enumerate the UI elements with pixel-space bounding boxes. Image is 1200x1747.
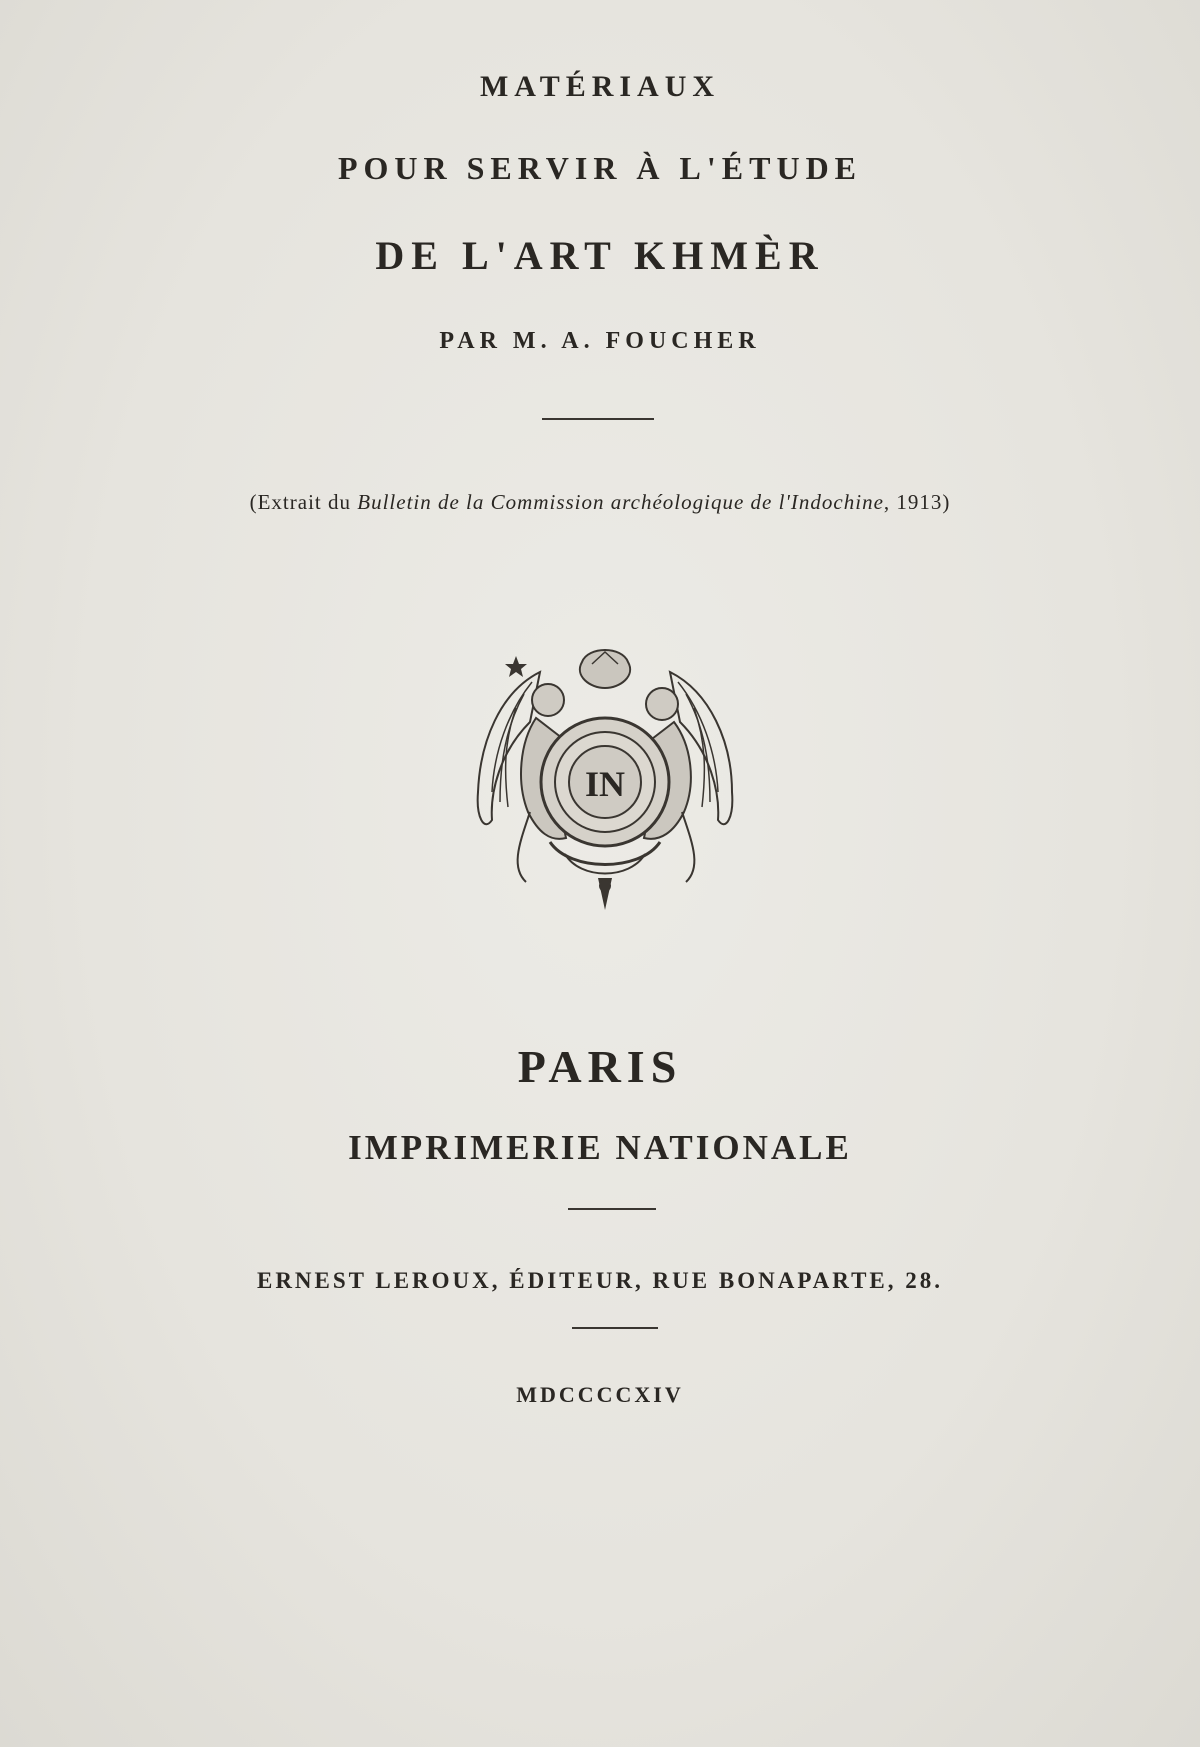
editor-line: ERNEST LEROUX, ÉDITEUR, RUE BONAPARTE, 28. (256, 1268, 944, 1293)
author-line: PAR M. A. FOUCHER (439, 328, 761, 354)
title-line-1: MATÉRIAUX (479, 70, 721, 103)
printer-name: IMPRIMERIE NATIONALE (348, 1128, 852, 1167)
imprimerie-nationale-seal-icon (470, 642, 740, 914)
divider-rule (568, 1208, 656, 1210)
divider-rule (572, 1327, 658, 1329)
extract-prefix: (Extrait du (249, 490, 358, 514)
publication-year: MDCCCCXIV (516, 1382, 684, 1407)
extract-suffix: , 1913) (883, 490, 951, 514)
title-line-2: POUR SERVIR À L'ÉTUDE (337, 150, 863, 186)
extract-journal: Bulletin de la Commission archéologique de l'Indochine (357, 490, 884, 514)
publisher-city: PARIS (517, 1041, 683, 1092)
divider-rule (542, 418, 654, 420)
seal-monogram: IN (584, 764, 626, 804)
extract-note (0, 490, 1200, 515)
title-line-3: DE L'ART KHMÈR (375, 233, 825, 278)
